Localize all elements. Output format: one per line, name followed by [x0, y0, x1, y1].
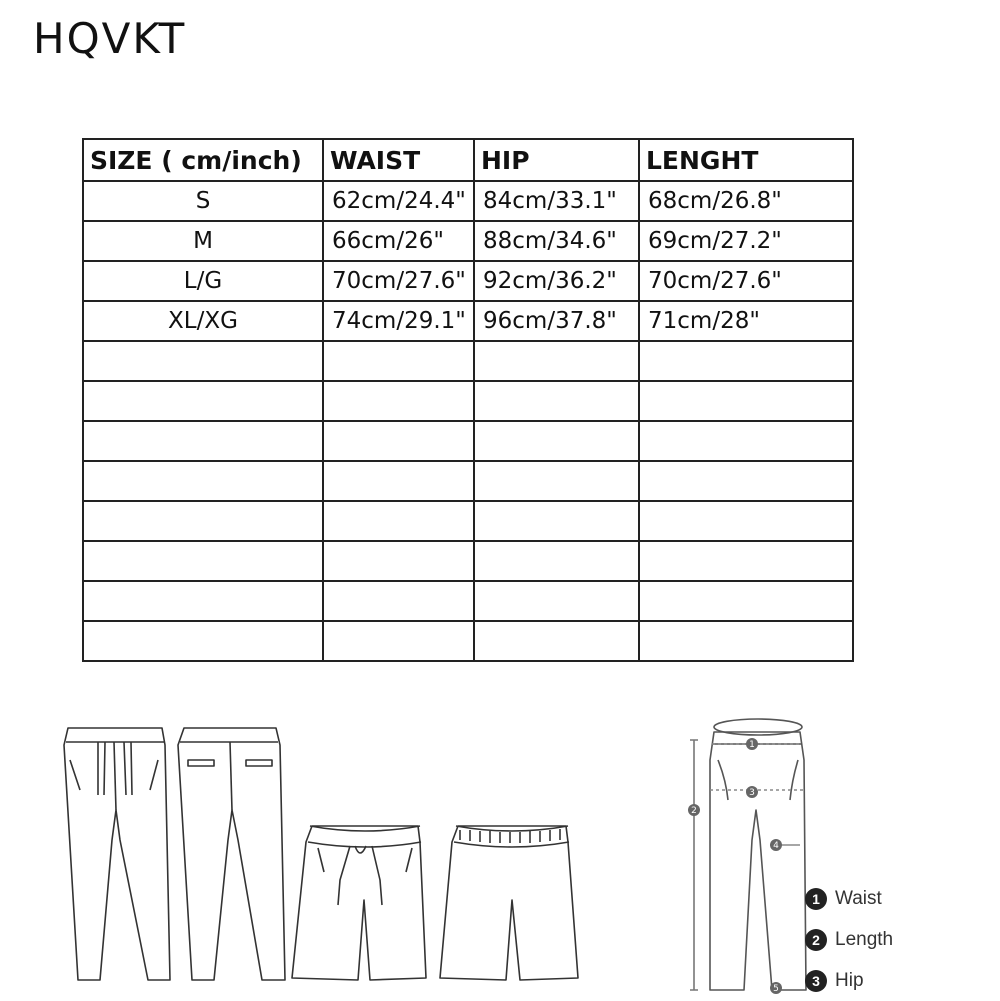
empty-table-row — [83, 501, 853, 541]
empty-cell — [323, 541, 474, 581]
empty-cell — [83, 381, 323, 421]
svg-text:1: 1 — [749, 740, 755, 750]
table-row — [83, 301, 853, 341]
front-pants-drawing — [64, 728, 170, 980]
marker-4 — [770, 839, 782, 851]
empty-rows — [83, 341, 853, 661]
empty-cell — [639, 461, 853, 501]
empty-table-row — [83, 461, 853, 501]
empty-cell — [323, 461, 474, 501]
empty-table-row — [83, 381, 853, 421]
empty-cell — [639, 381, 853, 421]
legend-number: 3 — [805, 970, 827, 992]
marker-1 — [746, 738, 758, 750]
legend-item-length — [805, 919, 893, 960]
empty-cell — [83, 421, 323, 461]
length-value: 71cm/28" — [639, 301, 853, 341]
header-length: LENGHT — [639, 139, 853, 181]
empty-cell — [474, 501, 639, 541]
table-row — [83, 261, 853, 301]
waist-value: 70cm/27.6" — [323, 261, 474, 301]
empty-cell — [83, 621, 323, 661]
measurement-legend — [805, 878, 893, 1001]
svg-text:4: 4 — [773, 841, 779, 851]
header-size: SIZE ( cm/inch) — [83, 139, 323, 181]
marker-5 — [770, 982, 782, 994]
hip-value: 84cm/33.1" — [474, 181, 639, 221]
empty-cell — [639, 621, 853, 661]
legend-number: 1 — [805, 888, 827, 910]
size-value: L/G — [83, 261, 323, 301]
empty-cell — [83, 341, 323, 381]
size-value: XL/XG — [83, 301, 323, 341]
size-chart-table — [82, 138, 854, 662]
marker-2 — [688, 804, 700, 816]
hip-value: 92cm/36.2" — [474, 261, 639, 301]
legend-number: 2 — [805, 929, 827, 951]
length-value: 68cm/26.8" — [639, 181, 853, 221]
empty-cell — [639, 501, 853, 541]
legend-label: Waist — [835, 887, 882, 909]
empty-table-row — [83, 621, 853, 661]
measure-pants-drawing — [690, 719, 806, 990]
empty-cell — [323, 501, 474, 541]
empty-cell — [323, 341, 474, 381]
front-shorts-drawing — [292, 826, 426, 980]
empty-cell — [83, 501, 323, 541]
size-value: M — [83, 221, 323, 261]
empty-cell — [474, 621, 639, 661]
hip-value: 96cm/37.8" — [474, 301, 639, 341]
legend-label: Length — [835, 928, 894, 950]
empty-cell — [474, 541, 639, 581]
legend-label: Hip — [835, 969, 864, 991]
empty-cell — [474, 381, 639, 421]
svg-text:5: 5 — [773, 984, 779, 994]
header-waist: WAIST — [323, 139, 474, 181]
empty-table-row — [83, 581, 853, 621]
marker-3 — [746, 786, 758, 798]
brand-title: HQVKT — [33, 14, 187, 63]
empty-cell — [323, 381, 474, 421]
length-value: 69cm/27.2" — [639, 221, 853, 261]
empty-table-row — [83, 341, 853, 381]
waist-value: 74cm/29.1" — [323, 301, 474, 341]
back-pants-drawing — [178, 728, 285, 980]
size-value: S — [83, 181, 323, 221]
empty-cell — [83, 461, 323, 501]
waist-value: 66cm/26" — [323, 221, 474, 261]
legend-item-hip — [805, 960, 893, 1001]
empty-cell — [474, 461, 639, 501]
empty-cell — [474, 341, 639, 381]
table-row — [83, 221, 853, 261]
svg-text:3: 3 — [749, 788, 755, 798]
empty-cell — [323, 421, 474, 461]
back-shorts-drawing — [440, 826, 578, 980]
empty-cell — [639, 541, 853, 581]
empty-table-row — [83, 541, 853, 581]
empty-cell — [83, 541, 323, 581]
hip-value: 88cm/34.6" — [474, 221, 639, 261]
empty-cell — [639, 341, 853, 381]
table-row — [83, 181, 853, 221]
empty-cell — [639, 421, 853, 461]
header-hip: HIP — [474, 139, 639, 181]
length-value: 70cm/27.6" — [639, 261, 853, 301]
empty-cell — [323, 581, 474, 621]
table-header-row — [83, 139, 853, 181]
empty-cell — [639, 581, 853, 621]
svg-text:2: 2 — [691, 806, 697, 816]
empty-cell — [83, 581, 323, 621]
empty-cell — [323, 621, 474, 661]
empty-cell — [474, 581, 639, 621]
legend-item-waist — [805, 878, 893, 919]
empty-cell — [474, 421, 639, 461]
waist-value: 62cm/24.4" — [323, 181, 474, 221]
empty-table-row — [83, 421, 853, 461]
